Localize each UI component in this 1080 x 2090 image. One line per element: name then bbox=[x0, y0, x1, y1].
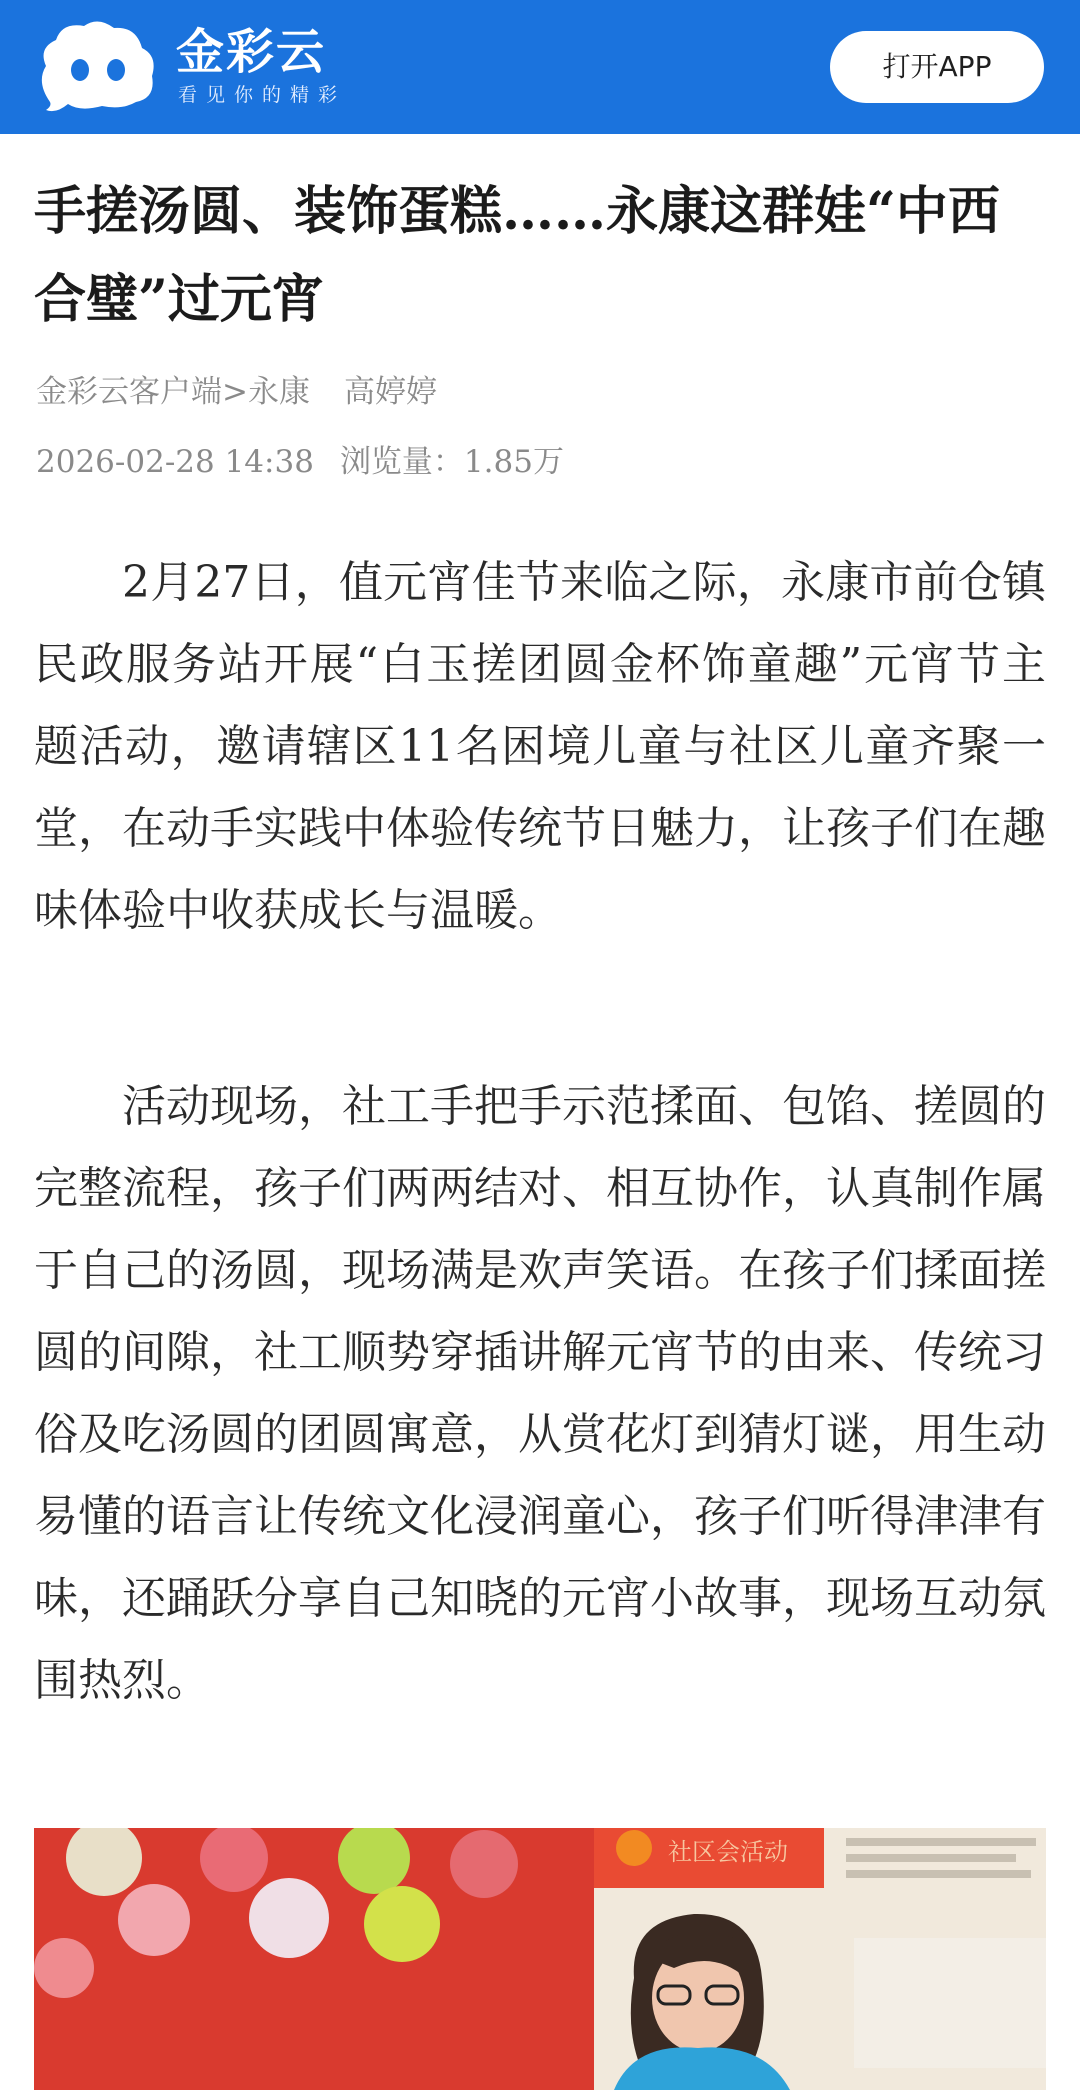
article-date-line bbox=[36, 442, 564, 482]
app-header bbox=[0, 0, 1080, 134]
brand-name: 金彩云 bbox=[176, 24, 327, 80]
photo-scene bbox=[34, 1828, 1046, 2090]
open-app-button[interactable]: 打开APP bbox=[830, 31, 1044, 103]
article-paragraph: 2月27日，值元宵佳节来临之际，永康市前仓镇民政服务站开展“白玉搓团圆金杯饰童趣”元宵节主题活动，邀请辖区11名困境儿童与社区儿童齐聚一堂，在动手实践中体验传统节日魅力，让孩子们在趣味体验中收获成长与温暖。 bbox=[34, 557, 1046, 936]
article-title: 手搓汤圆、装饰蛋糕……永康这群娃“中西合璧”过元宵 bbox=[34, 181, 1000, 330]
article-author: 高婷婷 bbox=[343, 374, 437, 410]
publish-time: 2026-02-28 14:38 bbox=[36, 444, 314, 480]
svg-text:社区会活动: 社区会活动 bbox=[668, 1838, 788, 1866]
article-paragraph: 活动现场，社工手把手示范揉面、包馅、搓圆的完整流程，孩子们两两结对、相互协作，认真制作属于自己的汤圆，现场满是欢声笑语。在孩子们揉面搓圆的间隙，社工顺势穿插讲解元宵节的由来、传统习俗及吃汤圆的团圆寓意，从赏花灯到猜灯谜，用生动易懂的语言让传统文化浸润童心，孩子们听得津津有味，还踊跃分享自己知晓的元宵小故事，现场互动氛围热烈。 bbox=[34, 1081, 1046, 1706]
article-photo bbox=[34, 1828, 1046, 2090]
view-count: 浏览量：1.85万 bbox=[339, 444, 564, 480]
article-source[interactable]: 金彩云客户端>永康 bbox=[36, 374, 310, 410]
brand-slogan: 看见你的精彩 bbox=[178, 84, 347, 106]
article-source-line bbox=[36, 372, 437, 412]
cloud-face-icon bbox=[32, 18, 158, 116]
